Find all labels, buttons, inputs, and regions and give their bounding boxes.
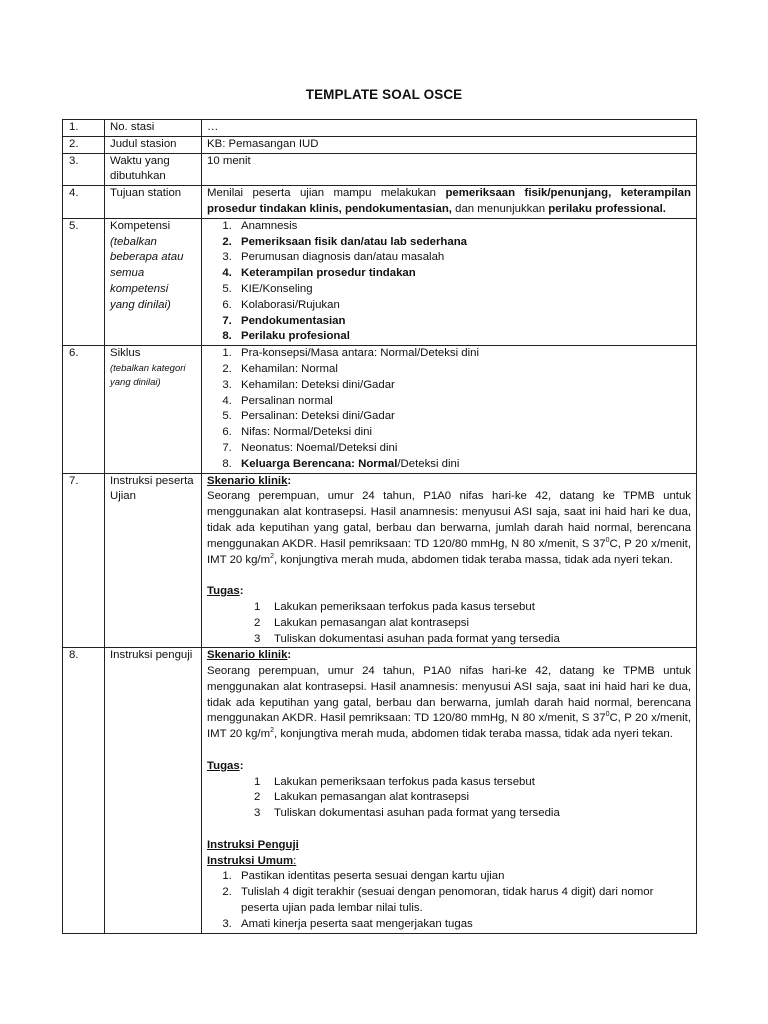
kompetensi-list [207,219,691,345]
list-item: 3. Kehamilan: Deteksi dini/Gadar [235,378,691,394]
list-item: 6. Nifas: Normal/Deteksi dini [235,425,691,441]
table-row [63,136,697,153]
tujuan-text: Menilai peserta ujian mampu melakukan [207,187,446,200]
list-item: 2. Tulislah 4 digit terakhir (sesuai dengan penomoran, tidak harus 4 digit) dari nomor peserta ujian pada lembar nilai tulis. [235,885,691,917]
table-row [63,218,697,345]
list-item: 7. Neonatus: Noemal/Deteksi dini [235,441,691,457]
row-number: 6. [63,346,105,473]
row-label: Instruksi peserta Ujian [105,473,202,648]
row-number: 2. [63,136,105,153]
row-label-main: Kompetensi [110,219,171,232]
row-number: 3. [63,153,105,186]
row-label [105,218,202,345]
list-item: 1. Pastikan identitas peserta sesuai dengan kartu ujian [235,869,691,885]
row-label: No. stasi [105,120,202,137]
list-item: 2. Kehamilan: Normal [235,362,691,378]
table-row [63,186,697,219]
table-row [63,120,697,137]
osce-table [62,119,697,934]
scenario-text: Seorang perempuan, umur 24 tahun, P1A0 nifas hari-ke 42, datang ke TPMB untuk menggunakan alat kontrasepsi. Hasil anamnesis: menyusui ASI saja, saat ini haid hari ke dua, tidak ada keputihan yang gatal, berbau dan berwarna, jumlah darah haid normal, berencana menggunakan AKDR. Hasil pemriksaan: TD 120/80 mmHg, N 80 x/menit, S $37^0C$, P 20 x/menit, IMT 20 $kg/m^2$, konjungtiva merah muda, abdomen tidak teraba massa, tidak ada nyeri tekan. [207,665,691,741]
list-item: 2 Lakukan pemasangan alat kontrasepsi [254,616,470,629]
list-item: 8. Perilaku profesional [235,329,691,345]
row-value [202,346,697,473]
scenario-heading: Skenario klinik: [207,474,292,487]
list-item: 4. Keterampilan prosedur tindakan [235,266,691,282]
scenario-heading: Skenario klinik: [207,649,292,662]
page-title: TEMPLATE SOAL OSCE [305,87,463,102]
table-row [63,473,697,648]
scenario-text: Seorang perempuan, umur 24 tahun, P1A0 nifas hari-ke 42, datang ke TPMB untuk menggunakan alat kontrasepsi. Hasil anamnesis: menyusui ASI saja, saat ini haid hari ke dua, tidak ada keputihan yang gatal, berbau dan berwarna, jumlah darah haid normal, berencana menggunakan AKDR. Hasil pemriksaan: TD 120/80 mmHg, N 80 x/menit, S $37^0C$, P 20 x/menit, IMT 20 $kg/m^2$, konjungtiva merah muda, abdomen tidak teraba massa, tidak ada nyeri tekan. [207,490,691,566]
row-value [202,218,697,345]
row-value [202,473,697,648]
tugas-list [207,600,691,647]
list-item: 3 Tuliskan dokumentasi asuhan pada format yang tersedia [254,807,560,820]
row-value: … [202,120,697,137]
list-item: 4. Persalinan normal [235,394,691,410]
list-item: 1 Lakukan pemeriksaan terfokus pada kasus tersebut [254,775,535,788]
list-item: 2. Pemeriksaan fisik dan/atau lab sederhana [235,235,691,251]
row-label-note: (tebalkan beberapa atau semua kompetensi yang dinilai) [110,235,184,311]
row-label: Tujuan station [105,186,202,219]
penguji-heading: Instruksi Penguji [207,838,299,851]
umum-list [207,869,691,932]
row-number: 1. [63,120,105,137]
tugas-list [207,775,691,822]
list-item: 6. Kolaborasi/Rujukan [235,298,691,314]
list-item: 5. KIE/Konseling [235,282,691,298]
row-value: KB: Pemasangan IUD [202,136,697,153]
table-row [63,153,697,186]
list-item: 7. Pendokumentasian [235,314,691,330]
row-number: 7. [63,473,105,648]
list-item: 1. Pra-konsepsi/Masa antara: Normal/Deteksi dini [235,346,691,362]
list-item: 3. Amati kinerja peserta saat mengerjakan tugas [235,917,691,933]
list-item: 2 Lakukan pemasangan alat kontrasepsi [254,791,470,804]
row-value: 10 menit [202,153,697,186]
tugas-heading: Tugas: [207,759,244,772]
tujuan-text: dan menunjukkan [451,202,549,215]
row-label-main: Siklus [110,347,141,360]
list-item [235,457,691,473]
list-item: 3 Tuliskan dokumentasi asuhan pada format yang tersedia [254,632,560,645]
row-value [202,648,697,933]
row-number: 8. [63,648,105,933]
row-value [202,186,697,219]
list-item: 1. Anamnesis [235,219,691,235]
table-row [63,648,697,933]
umum-heading: Instruksi Umum: [207,854,297,867]
row-number: 4. [63,186,105,219]
list-item: 1 Lakukan pemeriksaan terfokus pada kasus tersebut [254,600,535,613]
tujuan-bold: pemeriksaan fisik/penunjang, keterampilan prosedur tindakan klinis, pendokumentasian, [207,187,691,215]
list-item-rest: /Deteksi dini [397,457,460,470]
list-item-bold: Keluarga Berencana: Normal [241,457,398,470]
siklus-list [207,346,691,472]
row-label: Instruksi penguji [105,648,202,933]
row-label: Judul stasion [105,136,202,153]
list-item: 3. Perumusan diagnosis dan/atau masalah [235,250,691,266]
table-row [63,346,697,473]
list-item: 5. Persalinan: Deteksi dini/Gadar [235,409,691,425]
row-label: Waktu yang dibutuhkan [105,153,202,186]
row-label [105,346,202,473]
tujuan-bold: perilaku professional. [548,202,666,215]
row-label-note: (tebalkan kategori yang dinilai) [110,362,186,388]
tugas-heading: Tugas: [207,585,244,598]
row-number: 5. [63,218,105,345]
